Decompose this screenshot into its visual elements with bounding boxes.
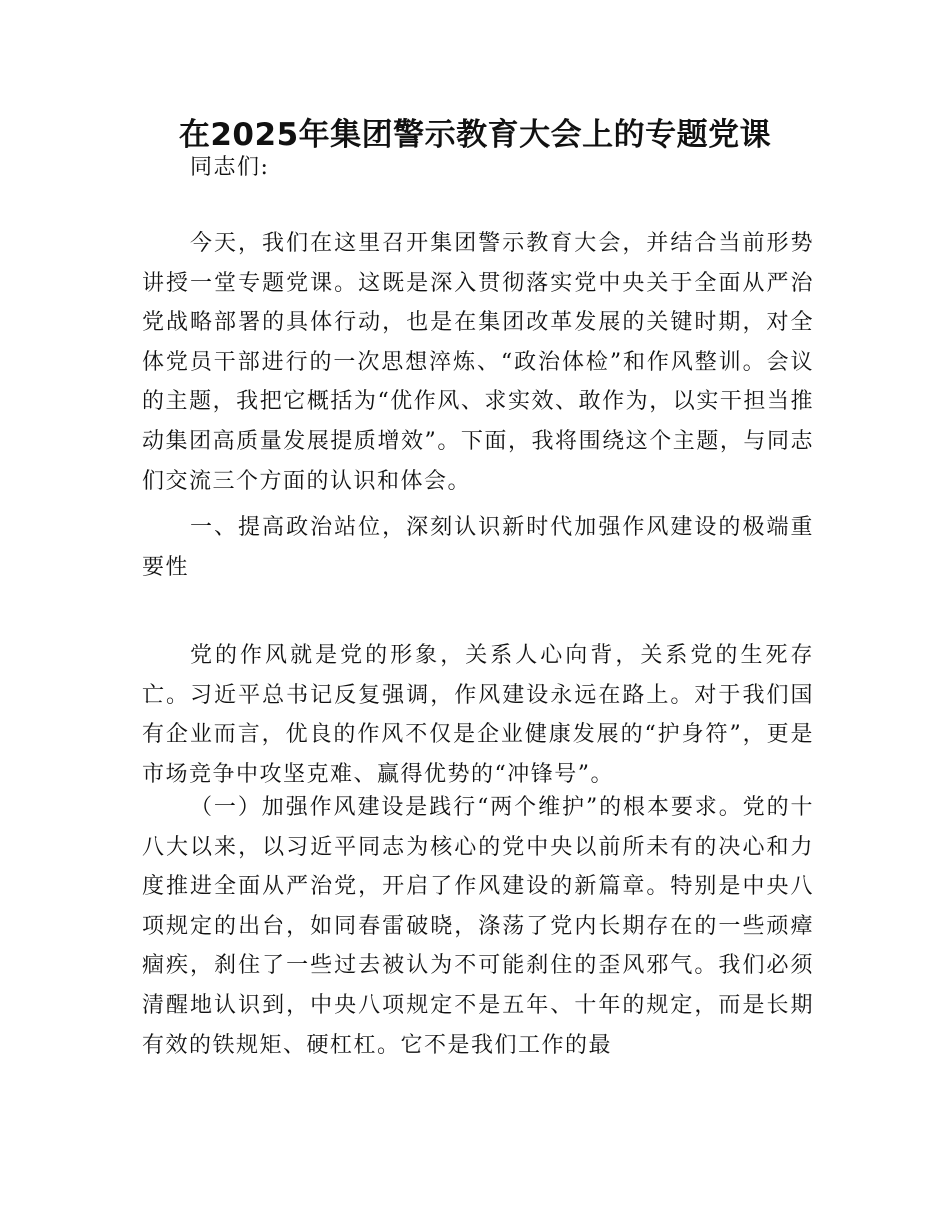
greeting: 同志们: (190, 155, 270, 180)
section-heading-one: 一、提高政治站位，深刻认识新时代加强作风建设的极端重要性 (142, 515, 814, 580)
document-title: 在2025年集团警示教育大会上的专题党课 (178, 117, 772, 153)
paragraph-subsection-one: （一）加强作风建设是践行“两个维护”的根本要求。党的十八大以来，以习近平同志为核心的党中央以前所未有的决心和力度推进全面从严治党，开启了作风建设的新篇章。特别是中央八项规定的出台，如同春雷破晓，涤荡了党内长期存在的一些顽瘴痼疾，刹住了一些过去被认为不可能刹住的歪风邪气。我们必须清醒地认识到，中央八项规定不是五年、十年的规定，而是长期有效的铁规矩、硬杠杠。它不是我们工作的最 (142, 795, 814, 1058)
paragraph-introduction: 今天，我们在这里召开集团警示教育大会，并结合当前形势讲授一堂专题党课。这既是深入贯彻落实党中央关于全面从严治党战略部署的具体行动，也是在集团改革发展的关键时期，对全体党员干部进行的一次思想淬炼、“政治体检”和作风整训。会议的主题，我把它概括为“优作风、求实效、敢作为，以实干担当推动集团高质量发展提质增效”。下面，我将围绕这个主题，与同志们交流三个方面的认识和体会。 (142, 231, 814, 494)
paragraph-section-one-intro: 党的作风就是党的形象，关系人心向背，关系党的生死存亡。习近平总书记反复强调，作风建设永远在路上。对于我们国有企业而言，优良的作风不仅是企业健康发展的“护身符”，更是市场竞争中攻坚克难、赢得优势的“冲锋号”。 (142, 643, 814, 787)
